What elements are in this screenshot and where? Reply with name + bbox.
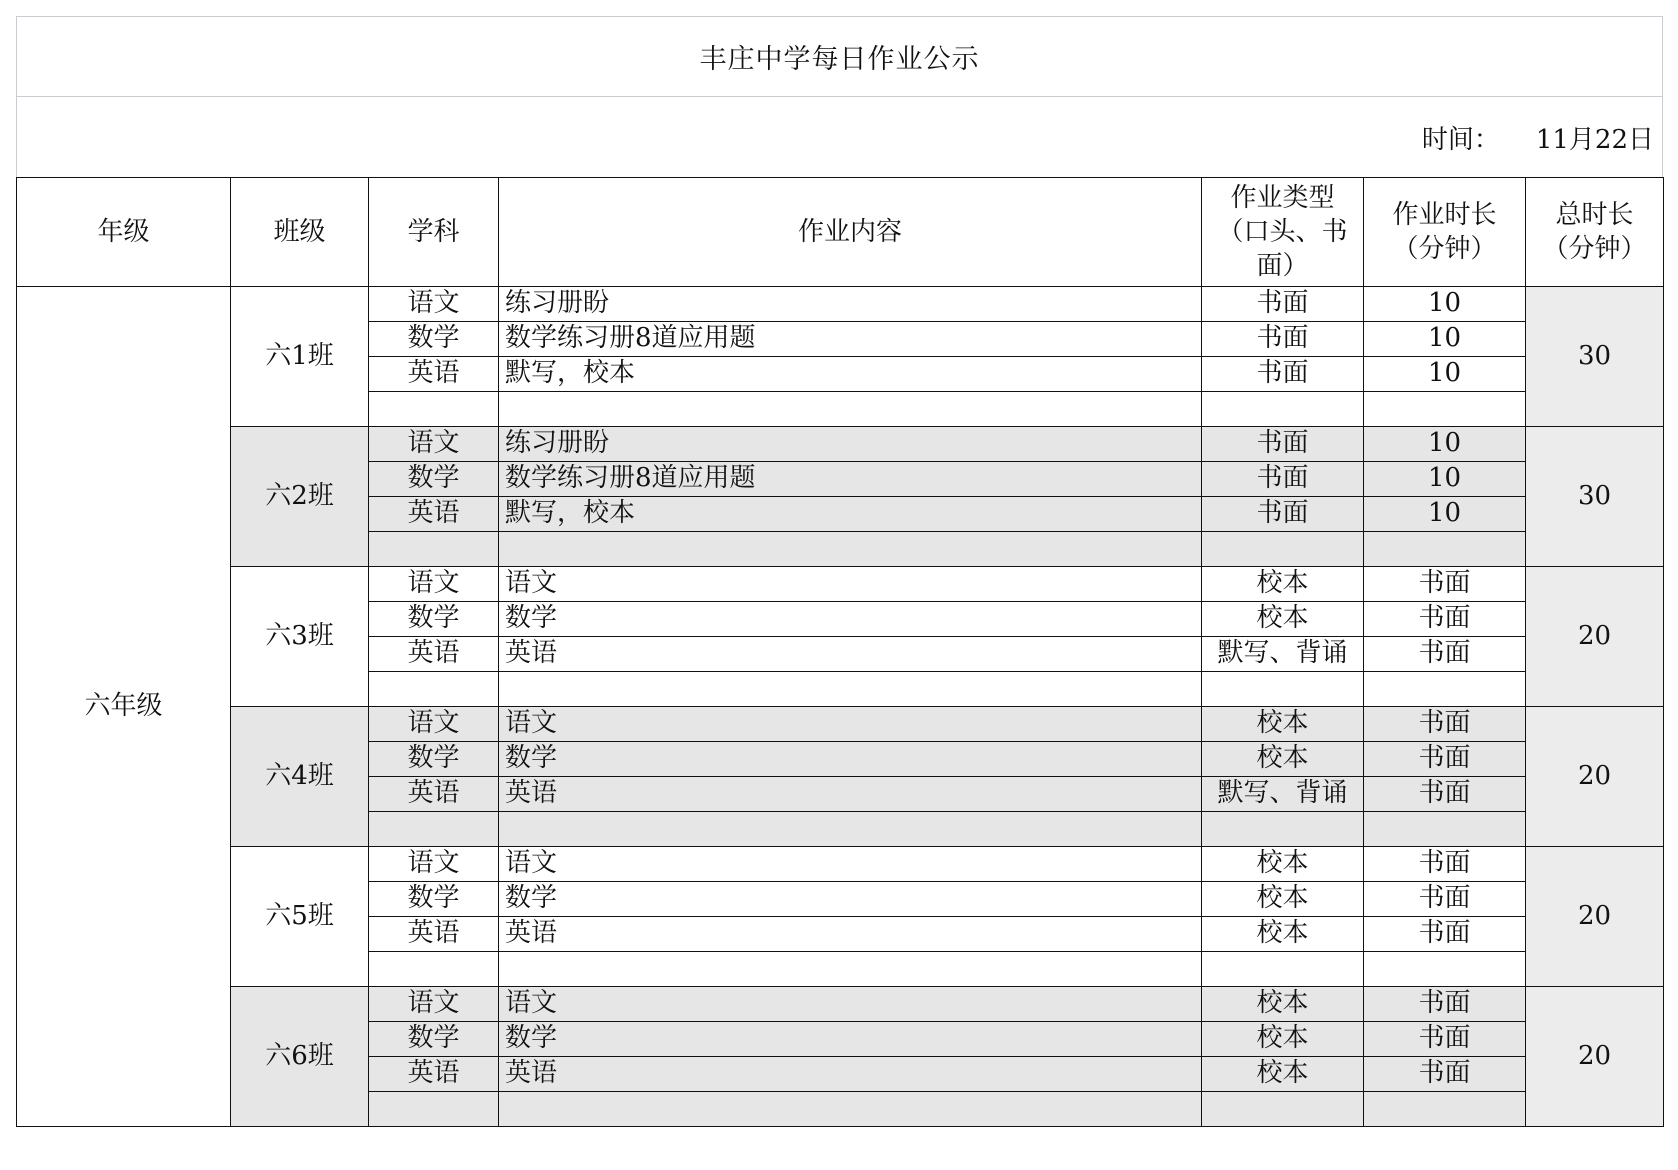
type-cell: 校本 xyxy=(1202,987,1364,1022)
total-cell: 30 xyxy=(1526,427,1664,567)
duration-cell: 10 xyxy=(1364,357,1526,392)
content-cell: 英语 xyxy=(499,1057,1202,1092)
class-cell: 六6班 xyxy=(231,987,369,1127)
subject-cell: 数学 xyxy=(369,462,499,497)
duration-cell: 书面 xyxy=(1364,602,1526,637)
type-cell xyxy=(1202,532,1364,567)
content-cell: 数学 xyxy=(499,742,1202,777)
type-cell: 校本 xyxy=(1202,882,1364,917)
duration-cell xyxy=(1364,392,1526,427)
content-cell: 数学 xyxy=(499,882,1202,917)
subject-cell xyxy=(369,672,499,707)
date-row xyxy=(16,97,1663,177)
content-cell xyxy=(499,392,1202,427)
header-type-line3: 面） xyxy=(1256,251,1309,282)
type-cell: 书面 xyxy=(1202,497,1364,532)
type-cell: 书面 xyxy=(1202,427,1364,462)
type-cell xyxy=(1202,952,1364,987)
header-type xyxy=(1202,178,1364,287)
content-cell: 语文 xyxy=(499,847,1202,882)
header-type-line1: 作业类型 xyxy=(1230,182,1335,213)
header-duration-line2: （分钟） xyxy=(1392,234,1497,264)
content-cell: 语文 xyxy=(499,987,1202,1022)
header-type-line2: （口头、书 xyxy=(1217,216,1348,247)
class-cell: 六5班 xyxy=(231,847,369,987)
duration-cell: 书面 xyxy=(1364,882,1526,917)
duration-cell: 书面 xyxy=(1364,1057,1526,1092)
content-cell xyxy=(499,952,1202,987)
total-cell: 20 xyxy=(1526,987,1664,1127)
content-cell: 数学练习册8道应用题 xyxy=(499,462,1202,497)
date-label: 时间： xyxy=(1421,124,1500,155)
header-content: 作业内容 xyxy=(499,178,1202,287)
subject-cell: 语文 xyxy=(369,847,499,882)
type-cell xyxy=(1202,672,1364,707)
subject-cell: 英语 xyxy=(369,637,499,672)
subject-cell: 英语 xyxy=(369,777,499,812)
class-cell: 六2班 xyxy=(231,427,369,567)
duration-cell: 书面 xyxy=(1364,567,1526,602)
duration-cell: 书面 xyxy=(1364,1022,1526,1057)
subject-cell: 语文 xyxy=(369,427,499,462)
content-cell: 英语 xyxy=(499,637,1202,672)
homework-sheet xyxy=(16,16,1663,1127)
header-grade: 年级 xyxy=(17,178,231,287)
subject-cell xyxy=(369,1092,499,1127)
duration-cell xyxy=(1364,532,1526,567)
content-cell: 数学练习册8道应用题 xyxy=(499,322,1202,357)
duration-cell: 10 xyxy=(1364,287,1526,322)
header-total-line1: 总时长 xyxy=(1555,199,1634,230)
type-cell: 默写、背诵 xyxy=(1202,637,1364,672)
subject-cell xyxy=(369,392,499,427)
total-cell: 20 xyxy=(1526,707,1664,847)
table-row xyxy=(17,987,1664,1022)
header-total-line2: （分钟） xyxy=(1542,234,1647,264)
duration-cell: 书面 xyxy=(1364,637,1526,672)
duration-cell: 书面 xyxy=(1364,917,1526,952)
content-cell: 语文 xyxy=(499,567,1202,602)
subject-cell: 数学 xyxy=(369,602,499,637)
content-cell xyxy=(499,672,1202,707)
table-row xyxy=(17,707,1664,742)
duration-cell xyxy=(1364,672,1526,707)
duration-cell: 书面 xyxy=(1364,847,1526,882)
duration-cell: 书面 xyxy=(1364,777,1526,812)
table-row xyxy=(17,567,1664,602)
date-value: 11月22日 xyxy=(1535,124,1654,155)
duration-cell xyxy=(1364,952,1526,987)
grade-cell: 六年级 xyxy=(17,287,231,1127)
type-cell xyxy=(1202,392,1364,427)
duration-cell: 10 xyxy=(1364,322,1526,357)
header-duration-line1: 作业时长 xyxy=(1392,199,1497,230)
table-row xyxy=(17,847,1664,882)
class-cell: 六4班 xyxy=(231,707,369,847)
type-cell: 默写、背诵 xyxy=(1202,777,1364,812)
content-cell xyxy=(499,812,1202,847)
content-cell: 数学 xyxy=(499,602,1202,637)
subject-cell: 英语 xyxy=(369,917,499,952)
content-cell: 语文 xyxy=(499,707,1202,742)
duration-cell: 书面 xyxy=(1364,987,1526,1022)
subject-cell xyxy=(369,952,499,987)
content-cell: 英语 xyxy=(499,777,1202,812)
subject-cell: 语文 xyxy=(369,987,499,1022)
subject-cell: 英语 xyxy=(369,357,499,392)
class-cell: 六1班 xyxy=(231,287,369,427)
header-class: 班级 xyxy=(231,178,369,287)
type-cell: 校本 xyxy=(1202,567,1364,602)
content-cell xyxy=(499,532,1202,567)
type-cell xyxy=(1202,812,1364,847)
subject-cell: 语文 xyxy=(369,567,499,602)
table-body xyxy=(17,287,1664,1127)
type-cell: 校本 xyxy=(1202,1057,1364,1092)
total-cell: 30 xyxy=(1526,287,1664,427)
subject-cell: 数学 xyxy=(369,742,499,777)
content-cell: 默写，校本 xyxy=(499,497,1202,532)
subject-cell: 数学 xyxy=(369,1022,499,1057)
duration-cell: 10 xyxy=(1364,427,1526,462)
type-cell: 校本 xyxy=(1202,742,1364,777)
header-total xyxy=(1526,178,1664,287)
content-cell: 练习册盼 xyxy=(499,287,1202,322)
subject-cell: 数学 xyxy=(369,882,499,917)
sheet-title: 丰庄中学每日作业公示 xyxy=(16,16,1663,97)
content-cell: 练习册盼 xyxy=(499,427,1202,462)
duration-cell xyxy=(1364,812,1526,847)
duration-cell: 10 xyxy=(1364,497,1526,532)
subject-cell: 语文 xyxy=(369,287,499,322)
content-cell: 默写，校本 xyxy=(499,357,1202,392)
class-cell: 六3班 xyxy=(231,567,369,707)
header-row xyxy=(17,178,1664,287)
subject-cell: 数学 xyxy=(369,322,499,357)
type-cell: 校本 xyxy=(1202,917,1364,952)
content-cell xyxy=(499,1092,1202,1127)
type-cell: 书面 xyxy=(1202,462,1364,497)
type-cell: 书面 xyxy=(1202,287,1364,322)
table-row xyxy=(17,287,1664,322)
total-cell: 20 xyxy=(1526,567,1664,707)
type-cell xyxy=(1202,1092,1364,1127)
total-cell: 20 xyxy=(1526,847,1664,987)
subject-cell: 英语 xyxy=(369,497,499,532)
header-duration xyxy=(1364,178,1526,287)
duration-cell: 书面 xyxy=(1364,742,1526,777)
type-cell: 校本 xyxy=(1202,602,1364,637)
type-cell: 校本 xyxy=(1202,707,1364,742)
type-cell: 校本 xyxy=(1202,847,1364,882)
subject-cell: 语文 xyxy=(369,707,499,742)
subject-cell xyxy=(369,532,499,567)
type-cell: 校本 xyxy=(1202,1022,1364,1057)
homework-table xyxy=(16,177,1664,1127)
type-cell: 书面 xyxy=(1202,357,1364,392)
table-row xyxy=(17,427,1664,462)
content-cell: 数学 xyxy=(499,1022,1202,1057)
duration-cell: 书面 xyxy=(1364,707,1526,742)
type-cell: 书面 xyxy=(1202,322,1364,357)
duration-cell xyxy=(1364,1092,1526,1127)
content-cell: 英语 xyxy=(499,917,1202,952)
subject-cell xyxy=(369,812,499,847)
header-subject: 学科 xyxy=(369,178,499,287)
duration-cell: 10 xyxy=(1364,462,1526,497)
subject-cell: 英语 xyxy=(369,1057,499,1092)
